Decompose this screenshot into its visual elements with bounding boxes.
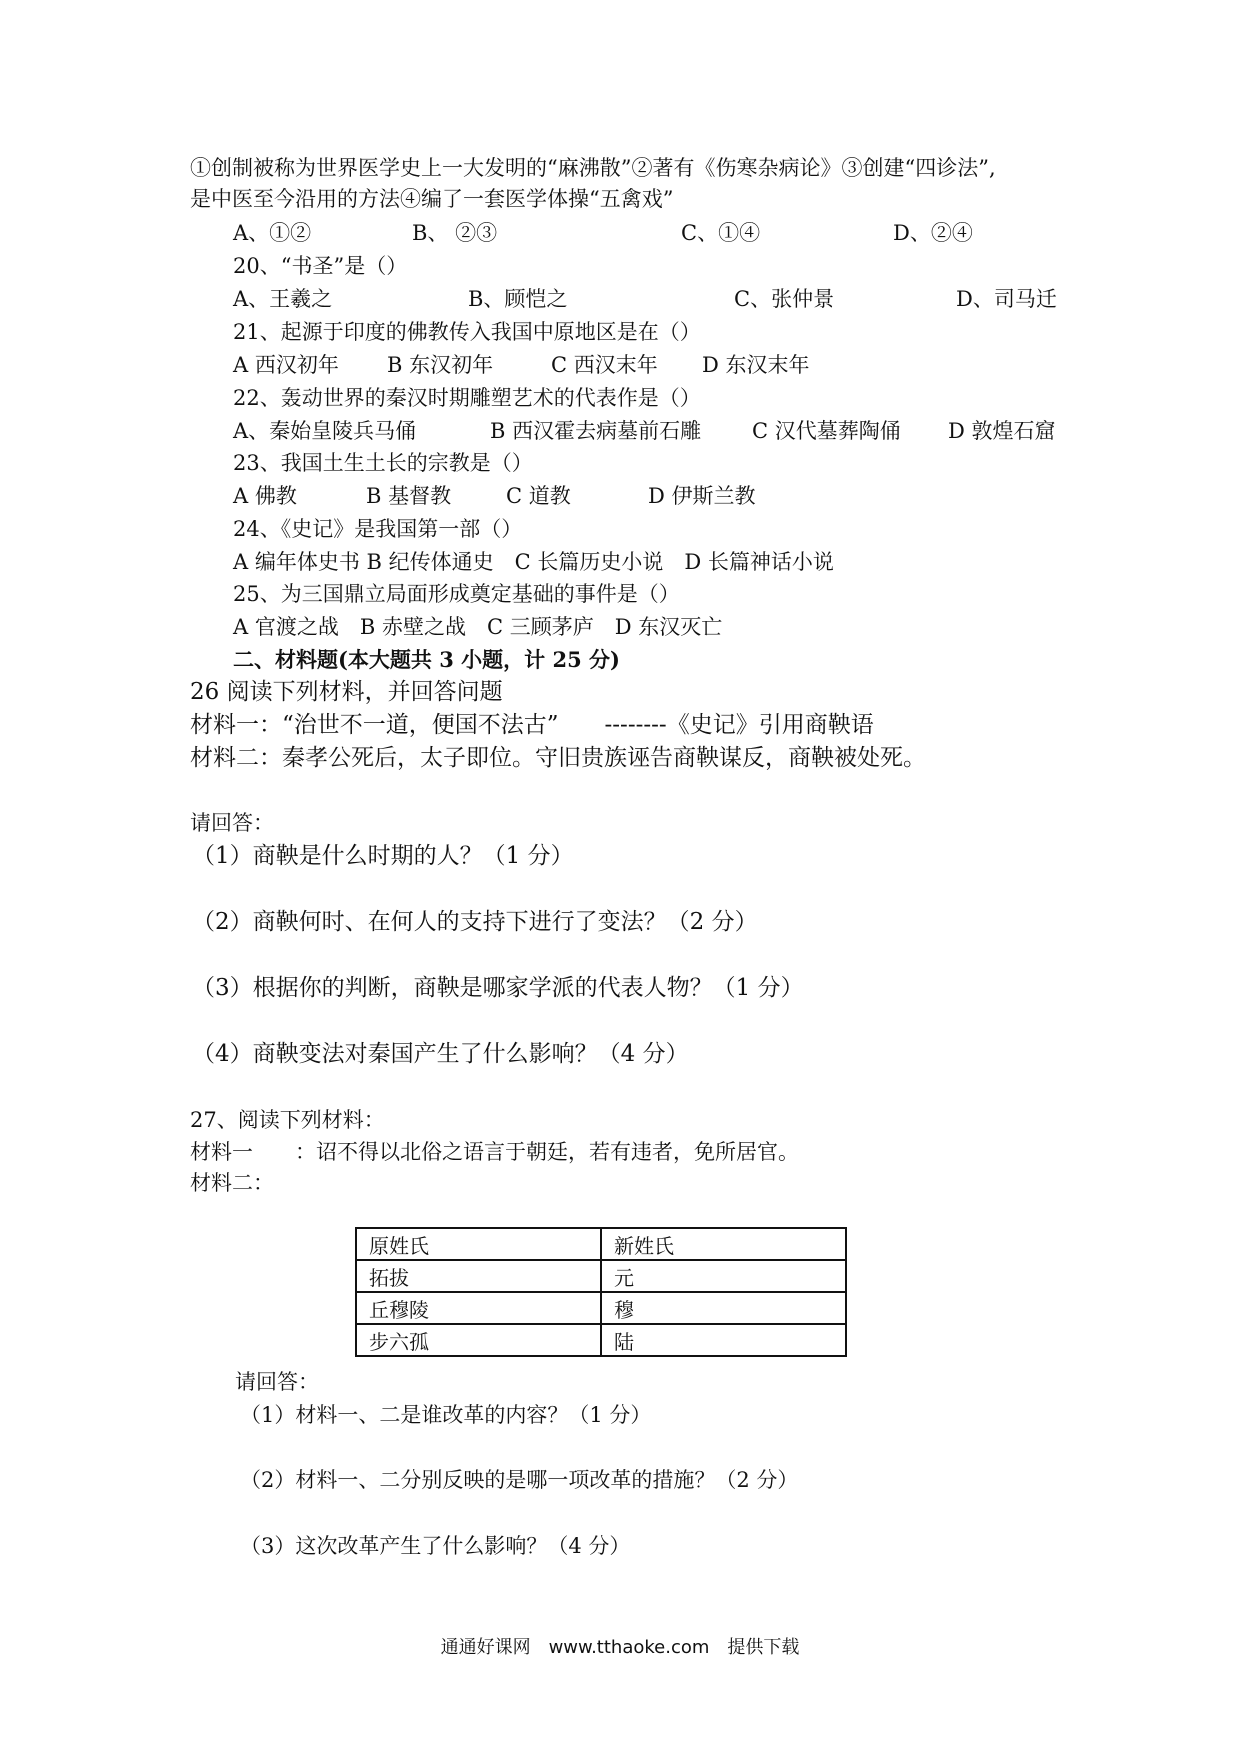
q23-option-c: C 道教 <box>506 484 571 508</box>
table-row <box>356 1292 846 1324</box>
q21-option-b: B 东汉初年 <box>387 353 494 377</box>
q26-question-3: （3）根据你的判断，商鞅是哪家学派的代表人物？（1 分） <box>192 975 804 1001</box>
q27-intro: 27、阅读下列材料： <box>190 1108 385 1132</box>
q27-prompt: 请回答： <box>235 1370 319 1394</box>
q19-line1: ①创制被称为世界医学史上一大发明的“麻沸散”②著有《伤寒杂病论》③创建“四诊法”, <box>190 156 996 180</box>
q27-question-3: （3）这次改革产生了什么影响？（4 分） <box>240 1534 631 1558</box>
table-cell: 步六孤 <box>356 1324 601 1356</box>
q20-stem: 20、“书圣”是（） <box>233 254 408 278</box>
section2-heading: 二、材料题(本大题共 3 小题，计 25 分) <box>233 647 620 672</box>
q22-option-d: D 敦煌石窟 <box>948 419 1056 443</box>
table-cell: 拓拔 <box>356 1260 601 1292</box>
q27-material1: 材料一 ：诏不得以北俗之语言于朝廷，若有违者，免所居官。 <box>190 1140 799 1164</box>
page-footer: 通通好课网 www.tthaoke.com 提供下载 <box>440 1637 800 1658</box>
q20-option-b: B、顾恺之 <box>468 287 568 311</box>
q21-stem: 21、起源于印度的佛教传入我国中原地区是在（） <box>233 320 701 344</box>
q19-option-c: C、①④ <box>681 221 761 245</box>
q20-option-d: D、司马迁 <box>956 287 1057 311</box>
q19-option-b: B、 ②③ <box>412 221 498 245</box>
q26-intro: 26 阅读下列材料，并回答问题 <box>190 679 503 705</box>
q26-question-2: （2）商鞅何时、在何人的支持下进行了变法？（2 分） <box>192 909 758 935</box>
q21-option-c: C 西汉末年 <box>551 353 658 377</box>
q23-option-a: A 佛教 <box>233 484 297 508</box>
q22-option-b: B 西汉霍去病墓前石雕 <box>490 419 702 443</box>
q23-option-d: D 伊斯兰教 <box>648 484 756 508</box>
q19-line2: 是中医至今沿用的方法④编了一套医学体操“五禽戏” <box>190 187 674 211</box>
table-cell: 丘穆陵 <box>356 1292 601 1324</box>
table-row <box>356 1260 846 1292</box>
q20-option-a: A、王羲之 <box>233 287 333 311</box>
q27-material2: 材料二： <box>190 1171 274 1195</box>
q24-options: A 编年体史书 B 纪传体通史 C 长篇历史小说 D 长篇神话小说 <box>233 550 834 574</box>
q26-question-1: （1）商鞅是什么时期的人？（1 分） <box>192 843 574 869</box>
q23-option-b: B 基督教 <box>366 484 452 508</box>
q26-material2: 材料二：秦孝公死后，太子即位。守旧贵族诬告商鞅谋反，商鞅被处死。 <box>190 745 926 771</box>
q22-option-a: A、秦始皇陵兵马俑 <box>233 419 417 443</box>
q26-question-4: （4）商鞅变法对秦国产生了什么影响？（4 分） <box>192 1041 689 1067</box>
q26-material1: 材料一：“治世不一道，便国不法古” --------《史记》引用商鞅语 <box>190 712 874 738</box>
surname-table <box>355 1227 847 1357</box>
q22-option-c: C 汉代墓葬陶俑 <box>752 419 901 443</box>
table-cell: 元 <box>601 1260 846 1292</box>
q21-option-a: A 西汉初年 <box>233 353 339 377</box>
q26-prompt: 请回答： <box>190 811 274 835</box>
q27-question-1: （1）材料一、二是谁改革的内容？（1 分） <box>240 1403 652 1427</box>
q22-stem: 22、轰动世界的秦汉时期雕塑艺术的代表作是（） <box>233 386 701 410</box>
q20-option-c: C、张仲景 <box>734 287 835 311</box>
q21-option-d: D 东汉末年 <box>702 353 810 377</box>
q25-stem: 25、为三国鼎立局面形成奠定基础的事件是（） <box>233 582 680 606</box>
q25-options: A 官渡之战 B 赤壁之战 C 三顾茅庐 D 东汉灭亡 <box>233 615 723 639</box>
table-cell: 陆 <box>601 1324 846 1356</box>
table-cell: 穆 <box>601 1292 846 1324</box>
q19-option-d: D、②④ <box>893 221 973 245</box>
table-header-cell: 原姓氏 <box>356 1228 601 1260</box>
q24-stem: 24、《史记》是我国第一部（） <box>233 517 523 541</box>
table-header-row <box>356 1228 846 1260</box>
q27-question-2: （2）材料一、二分别反映的是哪一项改革的措施？（2 分） <box>240 1468 799 1492</box>
table-header-cell: 新姓氏 <box>601 1228 846 1260</box>
table-row <box>356 1324 846 1356</box>
q19-option-a: A、①② <box>233 221 312 245</box>
q23-stem: 23、我国土生土长的宗教是（） <box>233 451 533 475</box>
